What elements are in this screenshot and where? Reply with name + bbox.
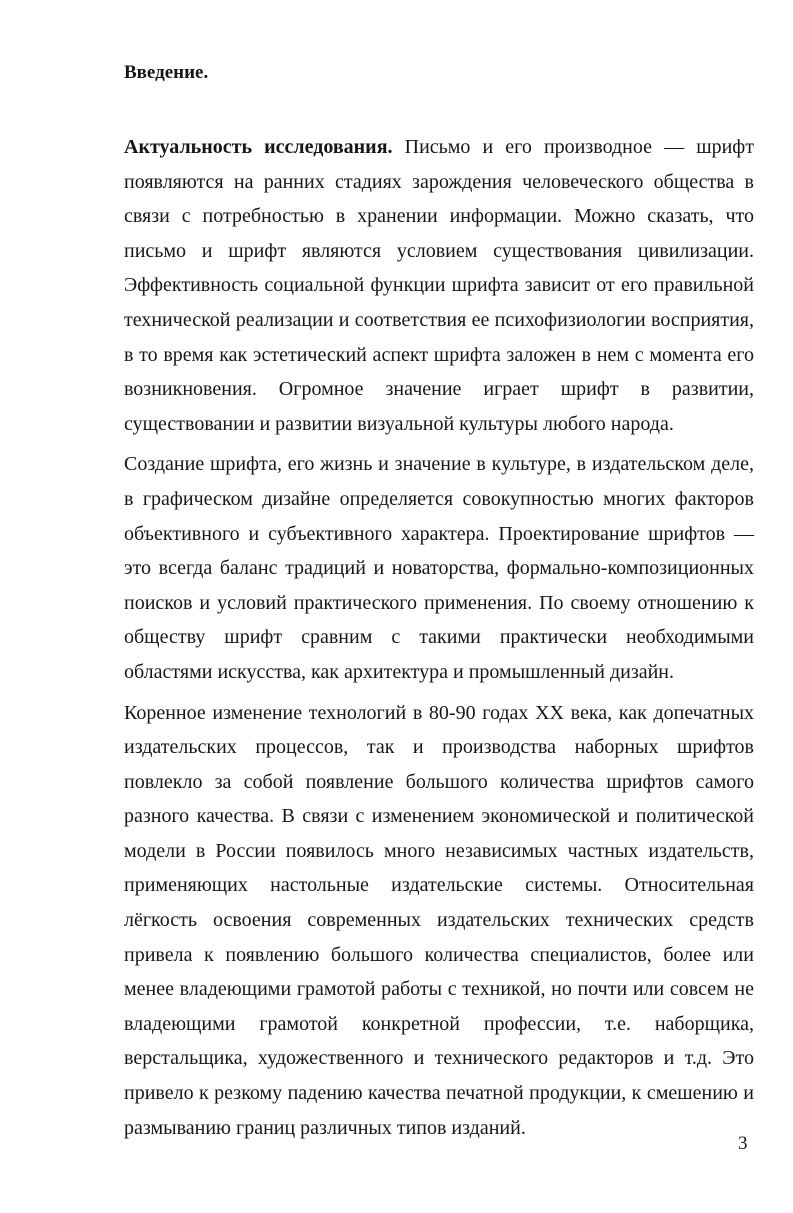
paragraph-technology-change — [124, 696, 754, 1146]
paragraph-relevance — [124, 130, 754, 441]
paragraph-text: Создание шрифта, его жизнь и значение в культуре, в издательском деле, в графическом дизайне определяется совокупностью многих факторов объективного и субъективного характера. Проектирование шрифтов — это всегда баланс традиций и новаторства, формально-композиционных поисков и условий практического применения. По своему отношению к обществу шрифт сравним с такими практически необходимыми областями искусства, как архитектура и промышленный дизайн. — [124, 453, 754, 683]
paragraph-text: Коренное изменение технологий в 80-90 годах XX века, как допечатных издательских процессов, так и производства наборных шрифтов повлекло за собой появление большого количества шрифтов самого разного качества. В связи с изменением экономической и политической модели в России появилось много независимых частных издательств, применяющих настольные издательские системы. Относительная лёгкость освоения современных издательских технических средств привела к появлению большого количества специалистов, более или менее владеющими грамотой работы с техникой, но почти или совсем не владеющими грамотой конкретной профессии, т.е. наборщика, верстальщика, художественного и технического редакторов и т.д. Это привело к резкому падению качества печатной продукции, к смешению и размыванию границ различных типов изданий. — [124, 701, 754, 1139]
body-text — [124, 130, 754, 1151]
paragraph-font-creation — [124, 447, 754, 689]
page-number: 3 — [738, 1133, 748, 1154]
paragraph-lead: Актуальность исследования. — [124, 136, 393, 158]
section-heading: Введение. — [124, 62, 209, 83]
paragraph-text: Письмо и его производное — шрифт появляются на ранних стадиях зарождения человеческого общества в связи с потребностью в хранении информации. Можно сказать, что письмо и шрифт являются условием существования цивилизации. Эффективность социальной функции шрифта зависит от его правильной технической реализации и соответствия ее психофизиологии восприятия, в то время как эстетический аспект шрифта заложен в нем с момента его возникновения. Огромное значение играет шрифт в развитии, существовании и развитии визуальной культуры любого народа. — [124, 136, 754, 435]
